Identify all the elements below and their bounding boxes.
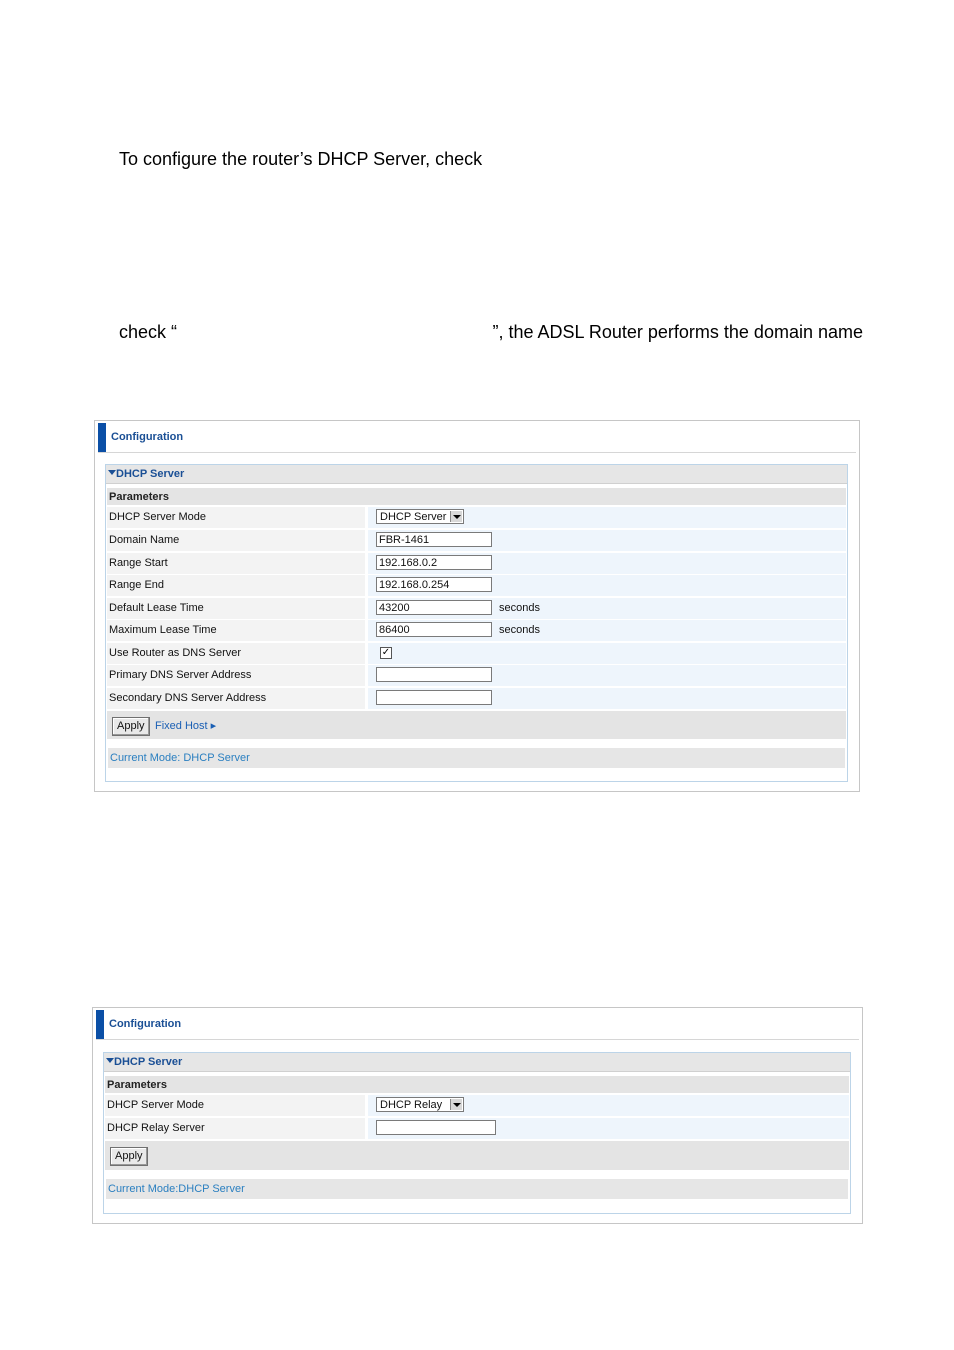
label-text: Default Lease Time (109, 602, 204, 614)
row-secondary-dns (107, 688, 846, 709)
row-label (105, 1118, 365, 1139)
row-default-lease-time (107, 598, 846, 619)
secondary-dns-input[interactable] (376, 690, 492, 705)
row-label (107, 688, 365, 709)
parameters-label: Parameters (107, 1079, 167, 1091)
current-mode-bar (106, 1179, 848, 1199)
collapse-triangle-icon[interactable] (108, 470, 116, 475)
dhcp-server-section (103, 1052, 851, 1214)
dhcp-server-mode-select[interactable] (376, 1097, 464, 1112)
chevron-down-icon[interactable] (450, 1099, 462, 1110)
row-dhcp-server-mode (107, 507, 846, 528)
unit-label: seconds (499, 624, 540, 636)
section-header[interactable] (106, 465, 847, 484)
label-text: DHCP Server Mode (107, 1099, 204, 1111)
row-domain-name (107, 530, 846, 551)
fixed-host-link[interactable]: Fixed Host ▸ (155, 720, 217, 732)
row-range-end (107, 575, 846, 596)
apply-button[interactable]: Apply (112, 717, 150, 736)
row-value (368, 1118, 849, 1139)
intro-paragraph: To configure the router’s DHCP Server, check (119, 149, 483, 169)
action-bar (107, 711, 846, 739)
row-value (368, 1095, 849, 1116)
section-header[interactable] (104, 1053, 850, 1072)
row-value (368, 507, 846, 528)
label-text: Primary DNS Server Address (109, 669, 252, 681)
label-text: DHCP Relay Server (107, 1122, 205, 1134)
row-value (368, 688, 846, 709)
maximum-lease-time-input[interactable]: 86400 (376, 622, 492, 637)
label-text: Range End (109, 579, 165, 591)
collapse-triangle-icon[interactable] (106, 1058, 114, 1063)
row-label (107, 598, 365, 619)
current-mode-text: Current Mode:DHCP Server (108, 1183, 245, 1195)
row-dhcp-server-mode (105, 1095, 849, 1116)
range-end-input[interactable]: 192.168.0.254 (376, 577, 492, 592)
row-label (107, 507, 365, 528)
dns-paragraph (119, 321, 863, 343)
row-range-start (107, 553, 846, 574)
row-dhcp-relay-server (105, 1118, 849, 1139)
dns-paragraph-end: ”, the ADSL Router performs the domain name (492, 322, 863, 342)
row-label (107, 530, 365, 551)
header-accent-bar (98, 423, 106, 452)
action-bar (105, 1141, 849, 1170)
label-text: Domain Name (109, 534, 180, 546)
row-use-router-dns (107, 643, 846, 664)
label-text: Use Router as DNS Server (109, 647, 242, 659)
dhcp-server-section (105, 464, 848, 782)
row-label (107, 553, 365, 574)
current-mode-text: Current Mode: DHCP Server (110, 752, 250, 764)
page-title: Configuration (111, 431, 184, 443)
use-router-dns-checkbox[interactable]: ✓ (381, 647, 391, 658)
dns-paragraph-start: check “ (119, 322, 178, 342)
dhcp-relay-server-input[interactable] (376, 1120, 496, 1135)
row-label (107, 665, 365, 686)
label-text: Maximum Lease Time (109, 624, 217, 636)
select-value: DHCP Server (380, 511, 447, 523)
parameters-heading (107, 488, 846, 505)
row-label (107, 575, 365, 596)
label-text: Range Start (109, 557, 168, 569)
dhcp-server-mode-select[interactable] (376, 509, 464, 524)
default-lease-time-input[interactable]: 43200 (376, 600, 492, 615)
row-label (107, 643, 365, 664)
row-label (107, 620, 365, 641)
range-start-input[interactable]: 192.168.0.2 (376, 555, 492, 570)
parameters-label: Parameters (109, 491, 169, 503)
label-text: Secondary DNS Server Address (109, 692, 267, 704)
row-value (368, 553, 846, 574)
chevron-down-icon[interactable] (450, 511, 462, 522)
row-value (368, 598, 846, 619)
panel-header (98, 423, 856, 453)
section-title: DHCP Server (114, 1056, 183, 1068)
row-value (368, 530, 846, 551)
row-label (105, 1095, 365, 1116)
section-title: DHCP Server (116, 468, 185, 480)
config-panel-server (94, 420, 860, 792)
parameters-heading (105, 1076, 849, 1093)
unit-label: seconds (499, 602, 540, 614)
row-value (368, 575, 846, 596)
apply-button[interactable]: Apply (110, 1147, 148, 1166)
header-accent-bar (96, 1010, 104, 1039)
panel-header (96, 1010, 859, 1040)
primary-dns-input[interactable] (376, 667, 492, 682)
row-value (368, 665, 846, 686)
config-panel-relay (92, 1007, 863, 1224)
current-mode-bar (108, 748, 845, 768)
row-maximum-lease-time (107, 620, 846, 641)
select-value: DHCP Relay (380, 1099, 443, 1111)
label-text: DHCP Server Mode (109, 511, 206, 523)
row-primary-dns (107, 665, 846, 686)
domain-name-input[interactable]: FBR-1461 (376, 532, 492, 547)
page-title: Configuration (109, 1018, 182, 1030)
row-value (368, 620, 846, 641)
row-value (368, 643, 846, 664)
